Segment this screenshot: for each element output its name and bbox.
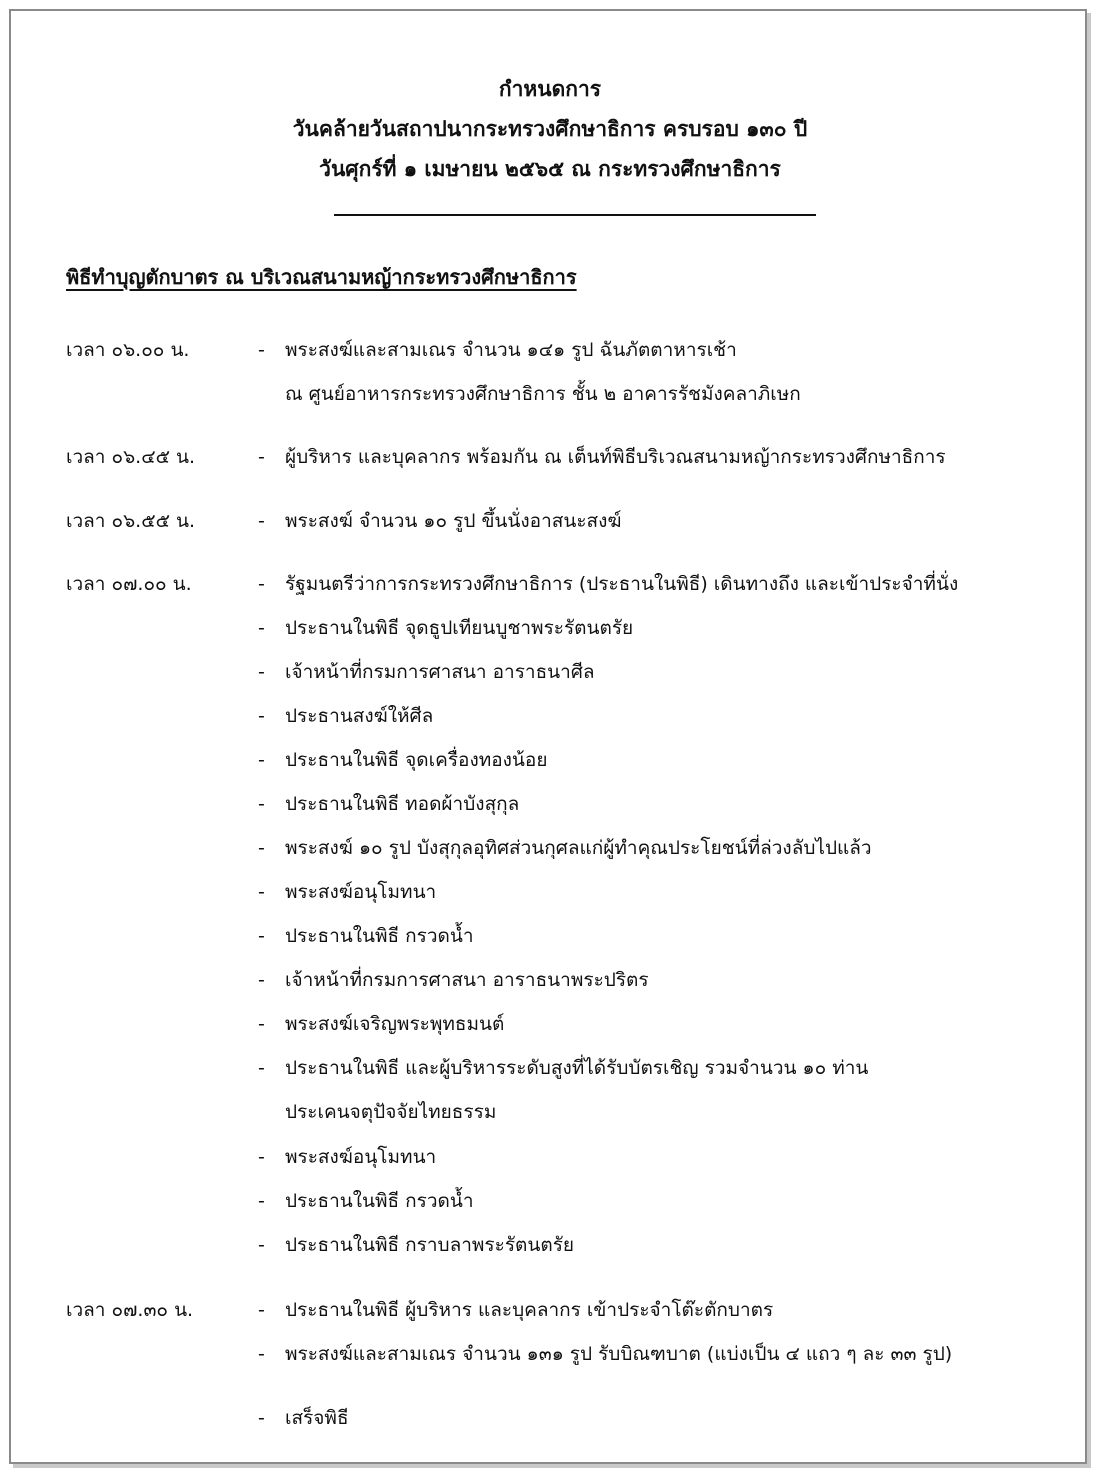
schedule-item: ประธานในพิธี กรวดน้ำ — [285, 1190, 474, 1212]
schedule-item: เจ้าหน้าที่กรมการศาสนา อาราธนาศีล — [285, 661, 595, 683]
bullet-dash: - — [258, 925, 265, 947]
schedule-row — [11, 1048, 1089, 1088]
schedule-item: เสร็จพิธี — [285, 1407, 349, 1429]
schedule-row — [11, 1398, 1089, 1438]
schedule-row — [11, 696, 1089, 736]
bullet-dash: - — [258, 1299, 265, 1321]
schedule-item-continuation: ณ ศูนย์อาหารกระทรวงศึกษาธิการ ชั้น ๒ อาคารรัชมังคลาภิเษก — [285, 383, 801, 405]
schedule-item: ประธานในพิธี จุดเครื่องทองน้อย — [285, 749, 548, 771]
schedule-row — [11, 564, 1089, 604]
schedule-row — [11, 1334, 1089, 1374]
schedule-row — [11, 437, 1089, 477]
schedule-item: ประธานในพิธี และผู้บริหารระดับสูงที่ได้รับบัตรเชิญ รวมจำนวน ๑๐ ท่าน — [285, 1057, 869, 1079]
schedule-item: ประธานสงฆ์ให้ศีล — [285, 705, 434, 727]
bullet-dash: - — [258, 339, 265, 361]
bullet-dash: - — [258, 749, 265, 771]
schedule-time: เวลา ๐๖.๕๕ น. — [66, 510, 196, 532]
bullet-dash: - — [258, 510, 265, 532]
schedule-item: พระสงฆ์เจริญพระพุทธมนต์ — [285, 1013, 505, 1035]
bullet-dash: - — [258, 1407, 265, 1429]
schedule-item: ประธานในพิธี กรวดน้ำ — [285, 925, 474, 947]
bullet-dash: - — [258, 837, 265, 859]
schedule-row — [11, 501, 1089, 541]
bullet-dash: - — [258, 573, 265, 595]
schedule-item: รัฐมนตรีว่าการกระทรวงศึกษาธิการ (ประธานในพิธี) เดินทางถึง และเข้าประจำที่นั่ง — [285, 573, 959, 595]
schedule-row — [11, 652, 1089, 692]
schedule-item: ผู้บริหาร และบุคลากร พร้อมกัน ณ เต็นท์พิธีบริเวณสนามหญ้ากระทรวงศึกษาธิการ — [285, 446, 946, 468]
bullet-dash: - — [258, 969, 265, 991]
schedule-row — [11, 960, 1089, 1000]
bullet-dash: - — [258, 705, 265, 727]
bullet-dash: - — [258, 661, 265, 683]
schedule-row — [11, 1092, 1089, 1132]
schedule-item: พระสงฆ์ ๑๐ รูป บังสุกุลอุทิศส่วนกุศลแก่ผู้ทำคุณประโยชน์ที่ล่วงลับไปแล้ว — [285, 837, 872, 859]
schedule-item: เจ้าหน้าที่กรมการศาสนา อาราธนาพระปริตร — [285, 969, 649, 991]
header-date-venue: วันศุกร์ที่ ๑ เมษายน ๒๕๖๕ ณ กระทรวงศึกษาธิการ — [319, 157, 781, 181]
schedule-item: พระสงฆ์อนุโมทนา — [285, 1146, 437, 1168]
section-title: พิธีทำบุญตักบาตร ณ บริเวณสนามหญ้ากระทรวงศึกษาธิการ — [66, 265, 577, 289]
schedule-time: เวลา ๐๖.๔๕ น. — [66, 446, 196, 468]
bullet-dash: - — [258, 1013, 265, 1035]
schedule-item: ประธานในพิธี จุดธูปเทียนบูชาพระรัตนตรัย — [285, 617, 634, 639]
schedule-row — [11, 330, 1089, 370]
schedule-row — [11, 872, 1089, 912]
schedule-item: พระสงฆ์ จำนวน ๑๐ รูป ขึ้นนั่งอาสนะสงฆ์ — [285, 510, 622, 532]
bullet-dash: - — [258, 1190, 265, 1212]
schedule-item: ประธานในพิธี ทอดผ้าบังสุกุล — [285, 793, 520, 815]
bullet-dash: - — [258, 1234, 265, 1256]
bullet-dash: - — [258, 793, 265, 815]
header-title: กำหนดการ — [498, 77, 602, 101]
schedule-time: เวลา ๐๗.๓๐ น. — [66, 1299, 194, 1321]
bullet-dash: - — [258, 1343, 265, 1365]
schedule-row — [11, 374, 1089, 414]
schedule-item: ประธานในพิธี ผู้บริหาร และบุคลากร เข้าประจำโต๊ะตักบาตร — [285, 1299, 774, 1321]
header-subtitle: วันคล้ายวันสถาปนากระทรวงศึกษาธิการ ครบรอบ ๑๓๐ ปี — [292, 117, 808, 141]
bullet-dash: - — [258, 881, 265, 903]
schedule-item-continuation: ประเคนจตุปัจจัยไทยธรรม — [285, 1101, 497, 1123]
document-page — [9, 9, 1087, 1464]
schedule-item: พระสงฆ์อนุโมทนา — [285, 881, 437, 903]
schedule-row — [11, 828, 1089, 868]
schedule-item: พระสงฆ์และสามเณร จำนวน ๑๔๑ รูป ฉันภัตตาหารเช้า — [285, 339, 737, 361]
schedule-row — [11, 784, 1089, 824]
schedule-row — [11, 916, 1089, 956]
schedule-row — [11, 1290, 1089, 1330]
bullet-dash: - — [258, 617, 265, 639]
schedule-row — [11, 608, 1089, 648]
bullet-dash: - — [258, 1146, 265, 1168]
schedule-time: เวลา ๐๖.๐๐ น. — [66, 339, 190, 361]
schedule-item: ประธานในพิธี กราบลาพระรัตนตรัย — [285, 1234, 575, 1256]
schedule-row — [11, 1137, 1089, 1177]
schedule-row — [11, 1004, 1089, 1044]
schedule-row — [11, 1225, 1089, 1265]
bullet-dash: - — [258, 1057, 265, 1079]
schedule-row — [11, 740, 1089, 780]
schedule-item: พระสงฆ์และสามเณร จำนวน ๑๓๑ รูป รับบิณฑบาต (แบ่งเป็น ๔ แถว ๆ ละ ๓๓ รูป) — [285, 1343, 953, 1365]
schedule-list — [11, 11, 1089, 1466]
schedule-row — [11, 1181, 1089, 1221]
bullet-dash: - — [258, 446, 265, 468]
schedule-time: เวลา ๐๗.๐๐ น. — [66, 573, 192, 595]
